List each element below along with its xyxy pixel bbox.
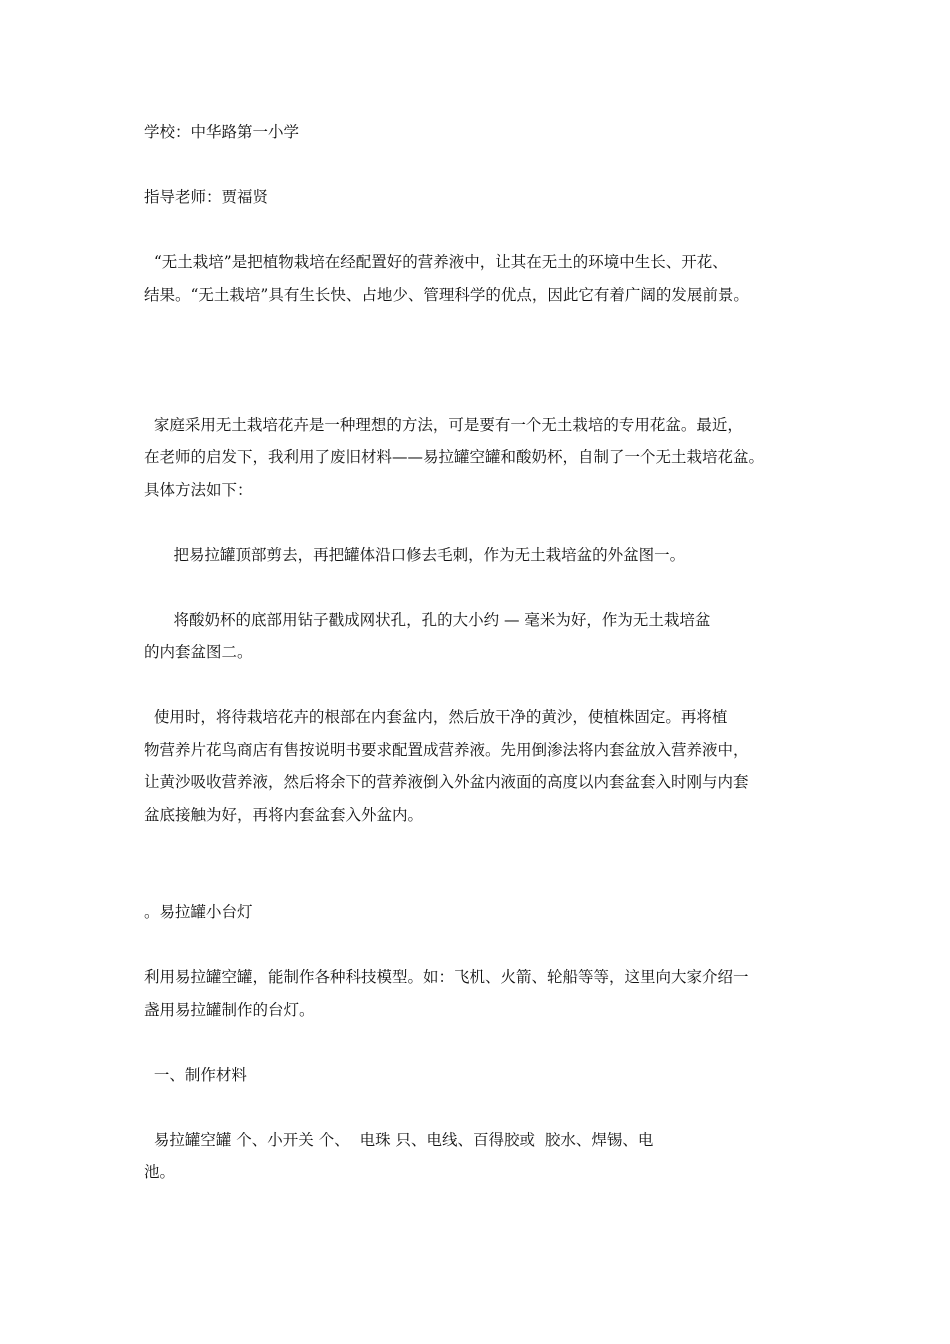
method-paragraph-line: 在老师的启发下，我利用了废旧材料——易拉罐空罐和酸奶杯，自制了一个无土栽培花盆。 (144, 448, 765, 466)
materials-heading: 一、制作材料 (144, 1065, 257, 1084)
method-paragraph-line: 具体方法如下： (144, 480, 263, 499)
step-two-line: 将酸奶杯的底部用钻子戳成网状孔，孔的大小约 — 毫米为好，作为无土栽培盆 (144, 610, 711, 629)
blank-line (144, 214, 808, 247)
blank-line (144, 506, 808, 539)
blank-line (144, 149, 808, 182)
blank-line (144, 864, 808, 897)
intro-paragraph-line: “无土栽培”是把植物栽培在经配置好的营养液中，让其在无土的环境中生长、开花、 (144, 253, 728, 271)
materials-line: 池。 (144, 1163, 185, 1181)
step-two-line: 的内套盆图二。 (144, 643, 263, 661)
blank-line (144, 311, 808, 344)
usage-paragraph-line: 盆底接触为好，再将内套盆套入外盆内。 (144, 805, 433, 824)
blank-line (144, 376, 808, 409)
teacher-line: 指导老师：贾福贤 (144, 188, 278, 206)
usage-paragraph-line: 使用时，将待栽培花卉的根部在内套盆内，然后放干净的黄沙，使植株固定。再将植 (144, 708, 728, 726)
section-title-lamp: 。易拉罐小台灯 (144, 903, 253, 921)
usage-paragraph-line: 物营养片花鸟商店有售按说明书要求配置成营养液。先用倒渗法将内套盆放入营养液中， (144, 740, 749, 759)
blank-line (144, 1026, 808, 1059)
intro-paragraph-line: 结果。“无土栽培”具有生长快、占地少、管理科学的优点，因此它有着广阔的发展前景。 (144, 285, 749, 304)
blank-line (144, 571, 808, 604)
materials-line: 易拉罐空罐 个、小开关 个、 电珠 只、电线、百得胶或 胶水、焊锡、电 (144, 1130, 654, 1149)
blank-line (144, 344, 808, 377)
blank-line (144, 669, 808, 702)
blank-line (144, 929, 808, 962)
step-one-line: 把易拉罐顶部剪去，再把罐体沿口修去毛刺，作为无土栽培盆的外盆图一。 (144, 545, 695, 564)
lamp-intro-line: 盏用易拉罐制作的台灯。 (144, 1000, 325, 1019)
method-paragraph-line: 家庭采用无土栽培花卉是一种理想的方法，可是要有一个无土栽培的专用花盆。最近， (144, 415, 743, 434)
school-line: 学校：中华路第一小学 (144, 123, 309, 141)
lamp-intro-line: 利用易拉罐空罐，能制作各种科技模型。如：飞机、火箭、轮船等等，这里向大家介绍一 (144, 968, 749, 986)
blank-line (144, 1189, 808, 1222)
blank-line (144, 1091, 808, 1124)
blank-line (144, 831, 808, 864)
document-body (144, 116, 808, 1221)
usage-paragraph-line: 让黄沙吸收营养液，然后将余下的营养液倒入外盆内液面的高度以内套盆套入时刚与内套 (144, 773, 749, 791)
